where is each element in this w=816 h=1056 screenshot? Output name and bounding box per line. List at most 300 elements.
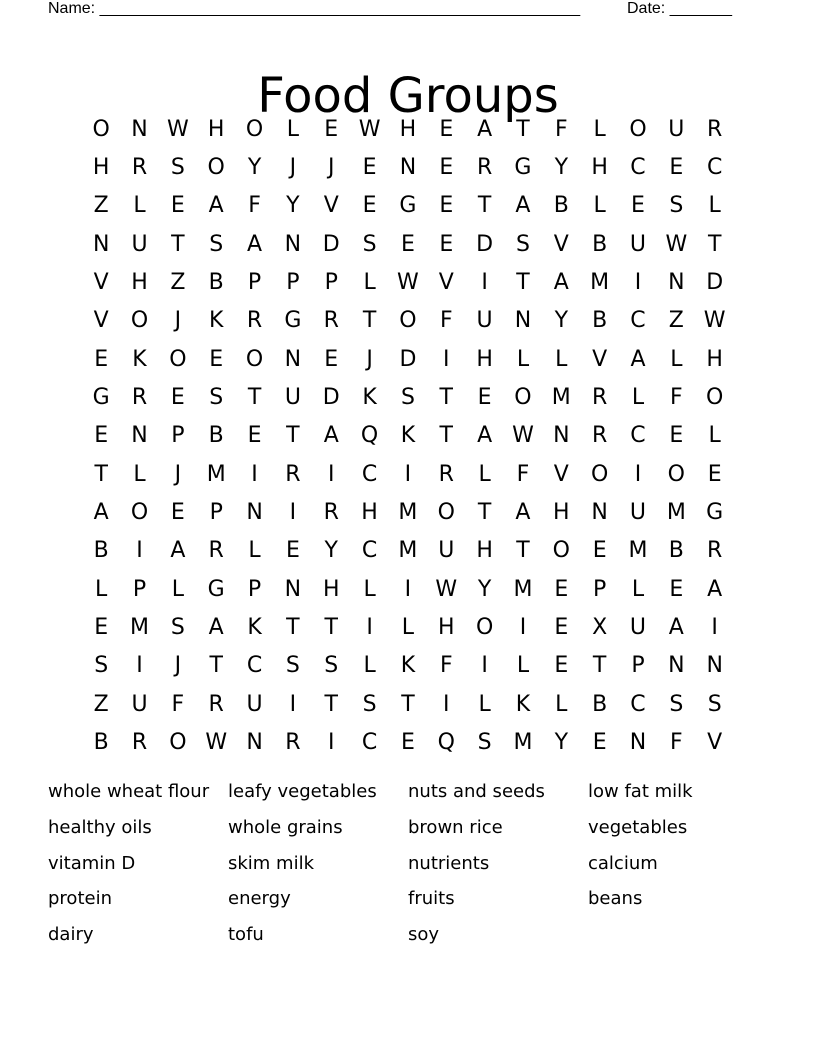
word-item: whole grains — [228, 816, 343, 838]
grid-letter: O — [399, 308, 417, 334]
grid-letter: R — [208, 691, 224, 717]
grid-letter: E — [631, 193, 645, 219]
grid-letter: A — [515, 500, 531, 526]
grid-letter: E — [439, 193, 454, 219]
grid-letter: L — [593, 116, 606, 142]
grid-letter: H — [437, 615, 455, 641]
grid-letter: R — [131, 730, 148, 756]
grid-letter: T — [439, 423, 453, 449]
word-item: low fat milk — [588, 781, 693, 802]
grid-letter: Y — [477, 576, 492, 602]
grid-letter: N — [553, 423, 570, 449]
grid-letter: S — [362, 691, 377, 717]
grid-letter: I — [366, 615, 373, 641]
word-item: brown rice — [408, 816, 503, 838]
grid-letter: O — [667, 461, 685, 487]
word-item: vitamin D — [48, 852, 136, 874]
grid-letter: G — [514, 155, 532, 181]
grid-letter: E — [324, 346, 339, 372]
grid-letter: T — [516, 116, 530, 142]
grid-letter: E — [170, 500, 185, 526]
grid-letter: A — [553, 270, 569, 296]
grid-row — [82, 302, 734, 340]
grid-letter: I — [327, 730, 335, 756]
grid-row — [82, 110, 734, 148]
grid-letter: K — [400, 653, 416, 679]
grid-letter: W — [358, 116, 381, 142]
grid-letter: T — [94, 461, 108, 487]
grid-letter: N — [629, 730, 647, 756]
grid-letter: L — [631, 576, 645, 602]
grid-letter: M — [513, 730, 533, 756]
grid-letter: M — [398, 500, 418, 526]
grid-letter: T — [209, 653, 223, 679]
grid-letter: E — [669, 155, 684, 181]
grid-letter: H — [361, 500, 378, 526]
word-item: energy — [228, 888, 291, 910]
word-item: soy — [408, 924, 440, 946]
grid-letter: P — [247, 576, 262, 602]
grid-letter: L — [248, 538, 261, 564]
grid-letter: F — [439, 308, 453, 334]
grid-letter: S — [285, 653, 300, 679]
grid-letter: L — [478, 461, 491, 487]
grid-letter: T — [324, 615, 338, 641]
grid-letter: T — [477, 193, 492, 219]
grid-letter: E — [669, 423, 684, 449]
grid-letter: T — [439, 385, 453, 411]
grid-letter: F — [670, 730, 683, 756]
grid-letter: K — [247, 615, 262, 641]
grid-letter: E — [592, 730, 607, 756]
word-row — [48, 812, 768, 848]
grid-letter: S — [707, 691, 722, 717]
grid-letter: L — [593, 193, 606, 219]
grid-letter: C — [630, 423, 646, 449]
grid-letter: B — [592, 231, 608, 257]
grid-letter: K — [132, 346, 147, 372]
grid-letter: H — [399, 116, 417, 142]
grid-letter: R — [285, 461, 301, 487]
grid-letter: P — [324, 270, 338, 296]
grid-letter: K — [362, 385, 377, 411]
grid-letter: T — [516, 538, 530, 564]
grid-letter: D — [399, 346, 417, 372]
grid-letter: T — [286, 615, 300, 641]
grid-letter: P — [286, 270, 300, 296]
grid-letter: C — [361, 730, 378, 756]
word-item: nutrients — [408, 852, 490, 874]
grid-letter: Y — [554, 308, 569, 334]
grid-letter: R — [285, 730, 301, 756]
grid-letter: A — [93, 500, 109, 526]
grid-letter: B — [93, 730, 109, 756]
grid-letter: I — [289, 691, 297, 717]
grid-letter: M — [666, 500, 686, 526]
grid-letter: E — [400, 730, 415, 756]
grid-letter: V — [93, 270, 109, 296]
grid-letter: P — [171, 423, 185, 449]
grid-letter: R — [591, 423, 608, 449]
grid-letter: F — [516, 461, 530, 487]
grid-letter: D — [322, 231, 340, 257]
grid-letter: N — [246, 500, 263, 526]
grid-letter: R — [707, 116, 723, 142]
grid-letter: E — [439, 155, 454, 181]
grid-letter: N — [668, 653, 685, 679]
grid-letter: F — [248, 193, 261, 219]
grid-letter: X — [592, 615, 608, 641]
grid-letter: E — [400, 231, 415, 257]
grid-letter: S — [209, 231, 224, 257]
grid-letter: H — [92, 155, 110, 181]
grid-letter: R — [246, 308, 263, 334]
grid-row — [82, 225, 734, 263]
grid-letter: W — [166, 116, 189, 142]
grid-letter: R — [131, 155, 148, 181]
grid-row — [82, 340, 734, 378]
grid-letter: L — [631, 385, 645, 411]
grid-letter: F — [670, 385, 683, 411]
grid-letter: P — [631, 653, 645, 679]
word-item: fruits — [408, 888, 455, 910]
grid-letter: L — [133, 193, 146, 219]
grid-letter: L — [516, 653, 530, 679]
grid-row — [82, 187, 734, 225]
grid-letter: A — [668, 615, 684, 641]
grid-letter: Y — [247, 155, 262, 181]
grid-letter: Y — [554, 155, 569, 181]
grid-letter: E — [707, 461, 722, 487]
grid-letter: Z — [93, 691, 109, 717]
grid-letter: V — [553, 231, 569, 257]
grid-letter: B — [592, 691, 608, 717]
grid-letter: U — [629, 231, 647, 257]
grid-letter: I — [634, 270, 642, 296]
grid-letter: B — [592, 308, 608, 334]
grid-letter: P — [593, 576, 607, 602]
grid-letter: U — [476, 308, 493, 334]
grid-letter: S — [170, 155, 185, 181]
grid-letter: M — [513, 576, 533, 602]
grid-letter: E — [592, 538, 607, 564]
word-item: dairy — [48, 924, 94, 946]
grid-letter: W — [512, 423, 534, 449]
grid-letter: H — [476, 538, 493, 564]
grid-letter: L — [516, 346, 530, 372]
grid-letter: N — [284, 346, 302, 372]
grid-letter: O — [629, 116, 647, 142]
grid-letter: E — [439, 231, 454, 257]
grid-letter: R — [323, 308, 339, 334]
grid-letter: U — [629, 500, 647, 526]
grid-letter: I — [136, 538, 143, 564]
grid-letter: Y — [554, 730, 569, 756]
grid-letter: I — [251, 461, 258, 487]
grid-letter: T — [401, 691, 415, 717]
grid-letter: A — [515, 193, 531, 219]
grid-letter: E — [94, 615, 109, 641]
grid-letter: S — [400, 385, 415, 411]
grid-letter: C — [361, 461, 378, 487]
grid-letter: J — [327, 155, 335, 181]
grid-letter: S — [477, 730, 492, 756]
grid-letter: D — [322, 385, 340, 411]
grid-letter: N — [284, 231, 302, 257]
grid-letter: O — [552, 538, 570, 564]
grid-letter: E — [477, 385, 492, 411]
grid-letter: R — [707, 538, 723, 564]
grid-letter: S — [170, 615, 185, 641]
grid-letter: I — [289, 500, 297, 526]
grid-letter: H — [553, 500, 570, 526]
grid-letter: N — [131, 116, 148, 142]
grid-letter: C — [706, 155, 723, 181]
grid-letter: I — [404, 461, 412, 487]
grid-letter: F — [554, 116, 568, 142]
grid-letter: L — [363, 270, 376, 296]
grid-letter: A — [208, 615, 224, 641]
grid-letter: S — [94, 653, 109, 679]
grid-letter: E — [170, 385, 185, 411]
grid-row — [82, 570, 734, 608]
grid-letter: I — [327, 461, 335, 487]
grid-letter: O — [590, 461, 609, 487]
grid-letter: G — [207, 576, 225, 602]
grid-letter: R — [323, 500, 339, 526]
grid-letter: I — [519, 615, 527, 641]
grid-letter: B — [668, 538, 684, 564]
grid-letter: O — [169, 730, 187, 756]
grid-letter: M — [551, 385, 571, 411]
grid-letter: R — [438, 461, 454, 487]
grid-letter: L — [708, 193, 721, 219]
grid-letter: I — [634, 461, 642, 487]
grid-letter: G — [706, 500, 724, 526]
word-item: tofu — [228, 924, 264, 946]
grid-letter: L — [555, 346, 568, 372]
grid-letter: E — [324, 116, 339, 142]
page-title: Food Groups — [257, 68, 559, 125]
grid-letter: O — [92, 116, 110, 142]
grid-letter: N — [399, 155, 417, 181]
grid-letter: J — [174, 308, 182, 334]
grid-letter: N — [92, 231, 110, 257]
grid-letter: T — [592, 653, 607, 679]
grid-letter: H — [591, 155, 608, 181]
grid-letter: C — [630, 155, 646, 181]
grid-letter: U — [668, 116, 685, 142]
grid-letter: L — [133, 461, 146, 487]
grid-letter: A — [170, 538, 186, 564]
grid-letter: U — [131, 691, 148, 717]
grid-row — [82, 148, 734, 186]
grid-letter: T — [707, 231, 722, 257]
grid-letter: E — [209, 346, 224, 372]
word-row — [48, 919, 768, 955]
grid-letter: I — [404, 576, 412, 602]
grid-letter: E — [247, 423, 262, 449]
grid-letter: T — [247, 385, 262, 411]
grid-letter: N — [668, 270, 685, 296]
grid-letter: H — [476, 346, 493, 372]
grid-letter: I — [711, 615, 718, 641]
grid-letter: E — [94, 423, 109, 449]
grid-letter: H — [322, 576, 340, 602]
grid-letter: S — [669, 691, 684, 717]
grid-letter: I — [481, 270, 488, 296]
word-item: skim milk — [228, 852, 315, 874]
word-item: healthy oils — [48, 816, 152, 838]
grid-letter: E — [362, 155, 377, 181]
grid-letter: E — [170, 193, 185, 219]
grid-letter: V — [592, 346, 608, 372]
grid-letter: V — [438, 270, 454, 296]
grid-letter: J — [174, 461, 182, 487]
grid-letter: S — [209, 385, 224, 411]
grid-letter: F — [439, 653, 453, 679]
grid-letter: A — [477, 116, 493, 142]
grid-letter: T — [362, 308, 377, 334]
grid-letter: M — [398, 538, 418, 564]
grid-letter: Z — [170, 270, 186, 296]
grid-row — [82, 532, 734, 570]
grid-letter: V — [707, 730, 723, 756]
grid-letter: W — [397, 270, 419, 296]
grid-letter: Z — [668, 308, 684, 334]
grid-letter: A — [208, 193, 224, 219]
grid-letter: E — [362, 193, 377, 219]
grid-letter: M — [130, 615, 149, 641]
grid-letter: F — [171, 691, 185, 717]
grid-letter: T — [477, 500, 492, 526]
grid-letter: S — [324, 653, 339, 679]
grid-letter: G — [284, 308, 302, 334]
grid-letter: T — [324, 691, 338, 717]
grid-letter: Q — [360, 423, 379, 449]
grid-letter: L — [401, 615, 415, 641]
grid-letter: E — [554, 615, 569, 641]
grid-letter: U — [246, 691, 263, 717]
grid-letter: C — [630, 308, 646, 334]
grid-letter: C — [630, 691, 646, 717]
grid-row — [82, 455, 734, 493]
grid-letter: O — [437, 500, 455, 526]
grid-row — [82, 608, 734, 646]
grid-letter: A — [323, 423, 339, 449]
grid-letter: O — [207, 155, 225, 181]
grid-letter: E — [554, 576, 569, 602]
grid-letter: D — [476, 231, 494, 257]
grid-letter: J — [289, 155, 297, 181]
grid-letter: V — [323, 193, 339, 219]
grid-letter: V — [93, 308, 109, 334]
grid-row — [82, 647, 734, 685]
grid-letter: K — [400, 423, 416, 449]
grid-letter: N — [131, 423, 148, 449]
word-item: whole wheat flour — [48, 781, 210, 802]
grid-letter: C — [361, 538, 378, 564]
grid-letter: M — [590, 270, 610, 296]
grid-letter: U — [438, 538, 455, 564]
grid-letter: O — [130, 308, 149, 334]
grid-letter: M — [628, 538, 648, 564]
grid-letter: B — [208, 270, 224, 296]
grid-letter: O — [245, 346, 264, 372]
grid-letter: U — [629, 615, 647, 641]
grid-letter: H — [207, 116, 225, 142]
grid-letter: R — [591, 385, 608, 411]
grid-letter: A — [247, 231, 263, 257]
grid-letter: O — [169, 346, 187, 372]
grid-letter: G — [92, 385, 110, 411]
word-row — [48, 776, 768, 812]
grid-letter: L — [95, 576, 108, 602]
grid-letter: L — [708, 423, 721, 449]
grid-letter: Z — [93, 193, 109, 219]
grid-letter: E — [439, 116, 454, 142]
grid-letter: E — [669, 576, 684, 602]
name-field-line: Name: ______________________________________________________ — [48, 0, 581, 17]
grid-letter: K — [515, 691, 531, 717]
grid-letter: N — [591, 500, 608, 526]
grid-row — [82, 685, 734, 723]
grid-letter: S — [515, 231, 530, 257]
grid-row — [82, 724, 734, 762]
word-bank — [48, 776, 768, 955]
grid-row — [82, 263, 734, 301]
grid-letter: O — [514, 385, 532, 411]
grid-letter: I — [136, 653, 143, 679]
grid-letter: T — [171, 231, 185, 257]
word-row — [48, 883, 768, 919]
grid-letter: D — [706, 270, 724, 296]
date-field-line: Date: _______ — [627, 0, 732, 17]
grid-letter: C — [246, 653, 263, 679]
grid-letter: G — [399, 193, 417, 219]
grid-letter: W — [665, 231, 688, 257]
grid-letter: N — [706, 653, 723, 679]
grid-letter: A — [630, 346, 646, 372]
grid-letter: T — [286, 423, 300, 449]
grid-letter: S — [362, 231, 377, 257]
grid-letter: P — [209, 500, 223, 526]
grid-row — [82, 493, 734, 531]
grid-row — [82, 378, 734, 416]
grid-letter: Q — [437, 730, 455, 756]
word-item: beans — [588, 888, 643, 910]
grid-letter: Y — [324, 538, 338, 564]
word-row — [48, 848, 768, 884]
grid-letter: L — [478, 691, 491, 717]
grid-letter: R — [208, 538, 224, 564]
grid-letter: P — [247, 270, 262, 296]
grid-row — [82, 417, 734, 455]
grid-letter: Y — [286, 193, 300, 219]
grid-letter: I — [443, 691, 450, 717]
grid-letter: N — [514, 308, 532, 334]
grid-letter: J — [174, 653, 182, 679]
grid-letter: L — [670, 346, 683, 372]
grid-letter: O — [245, 116, 264, 142]
grid-letter: K — [208, 308, 224, 334]
grid-letter: N — [284, 576, 302, 602]
grid-letter: P — [132, 576, 147, 602]
word-item: calcium — [588, 852, 658, 874]
grid-letter: E — [554, 653, 569, 679]
grid-letter: N — [246, 730, 263, 756]
grid-letter: A — [477, 423, 493, 449]
